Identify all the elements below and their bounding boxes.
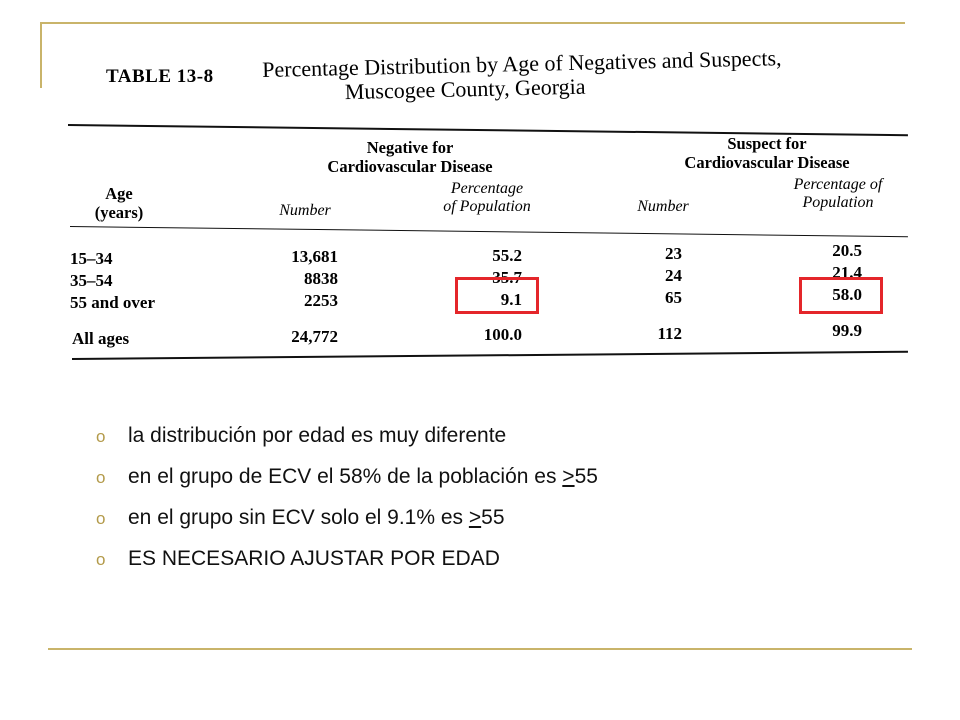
bullet-underlined-symbol: > bbox=[562, 465, 575, 488]
age-header-line1: Age bbox=[105, 184, 133, 203]
subhead-pct-sus-line1: Percentage of bbox=[793, 176, 883, 193]
table-bottom-rule bbox=[72, 351, 908, 360]
row-sus-pct-3: 58.0 bbox=[832, 285, 862, 304]
row-age-total: All ages bbox=[72, 329, 130, 348]
row-neg-pct-1: 55.2 bbox=[492, 246, 522, 265]
frame-left-line bbox=[40, 22, 42, 88]
table-header-rule bbox=[70, 226, 908, 237]
subhead-number-negative: Number bbox=[279, 202, 331, 219]
row-neg-number-1: 13,681 bbox=[291, 247, 338, 266]
row-neg-number-2: 8838 bbox=[304, 269, 338, 288]
row-neg-number-total: 24,772 bbox=[291, 327, 338, 346]
row-sus-number-3: 65 bbox=[665, 288, 682, 307]
row-sus-pct-total: 99.9 bbox=[832, 321, 862, 340]
table-scan bbox=[62, 40, 912, 370]
frame-bottom-line bbox=[48, 648, 912, 650]
bullet-text: en el grupo de ECV el 58% de la población es bbox=[128, 465, 563, 488]
bullet-text-end: 55 bbox=[481, 506, 505, 529]
group-header-negative bbox=[290, 138, 530, 176]
bullet-item bbox=[96, 506, 598, 547]
subhead-pct-sus-line2: Population bbox=[802, 194, 874, 211]
frame-top-line bbox=[40, 22, 905, 24]
subhead-percentage-negative bbox=[422, 180, 552, 216]
bullet-text: en el grupo sin ECV solo el 9.1% es bbox=[128, 506, 469, 529]
group-negative-line2: Cardiovascular Disease bbox=[327, 157, 493, 176]
subhead-pct-neg-line1: Percentage bbox=[450, 180, 524, 197]
row-sus-number-2: 24 bbox=[665, 266, 682, 285]
row-age-1: 15–34 bbox=[70, 249, 113, 268]
subhead-pct-neg-line2: of Population bbox=[443, 198, 531, 215]
bullet-marker: o bbox=[96, 509, 106, 528]
highlight-box-suspect bbox=[799, 277, 883, 314]
row-age-3: 55 and over bbox=[70, 293, 155, 312]
group-negative-line1: Negative for bbox=[366, 138, 454, 157]
row-neg-pct-3: 9.1 bbox=[500, 290, 522, 309]
row-neg-number-3: 2253 bbox=[304, 291, 338, 310]
row-sus-pct-2: 21.4 bbox=[832, 263, 862, 282]
bullet-marker: o bbox=[96, 468, 106, 487]
group-suspect-line2: Cardiovascular Disease bbox=[684, 153, 850, 172]
bullet-marker: o bbox=[96, 427, 106, 446]
bullet-item bbox=[96, 424, 598, 465]
bullet-underlined-symbol: > bbox=[468, 506, 482, 529]
row-neg-pct-2: 35.7 bbox=[492, 268, 522, 287]
table-title-line2: Muscogee County, Georgia bbox=[344, 73, 586, 105]
age-header bbox=[76, 184, 162, 222]
bullet-marker: o bbox=[96, 550, 106, 569]
row-sus-pct-1: 20.5 bbox=[832, 241, 862, 260]
row-sus-number-1: 23 bbox=[665, 244, 682, 263]
group-header-suspect bbox=[652, 134, 882, 172]
subhead-percentage-suspect bbox=[768, 176, 908, 212]
bullet-text: ES NECESARIO AJUSTAR POR EDAD bbox=[128, 547, 500, 570]
table-title bbox=[262, 46, 782, 106]
highlight-box-negative bbox=[455, 277, 539, 314]
age-header-line2: (years) bbox=[94, 203, 144, 222]
table-title-line1: Percentage Distribution by Age of Negatives and Suspects, bbox=[261, 45, 782, 82]
bullet-list bbox=[96, 424, 598, 588]
subhead-number-suspect: Number bbox=[637, 198, 689, 215]
group-suspect-line1: Suspect for bbox=[727, 134, 807, 153]
row-neg-pct-total: 100.0 bbox=[483, 325, 522, 344]
bullet-item bbox=[96, 547, 598, 588]
bullet-text-end: 55 bbox=[574, 465, 598, 488]
bullet-item bbox=[96, 465, 598, 506]
row-sus-number-total: 112 bbox=[657, 324, 682, 343]
table-label: TABLE 13-8 bbox=[106, 66, 214, 87]
bullet-text: la distribución por edad es muy diferente bbox=[128, 424, 507, 447]
row-age-2: 35–54 bbox=[70, 271, 113, 290]
